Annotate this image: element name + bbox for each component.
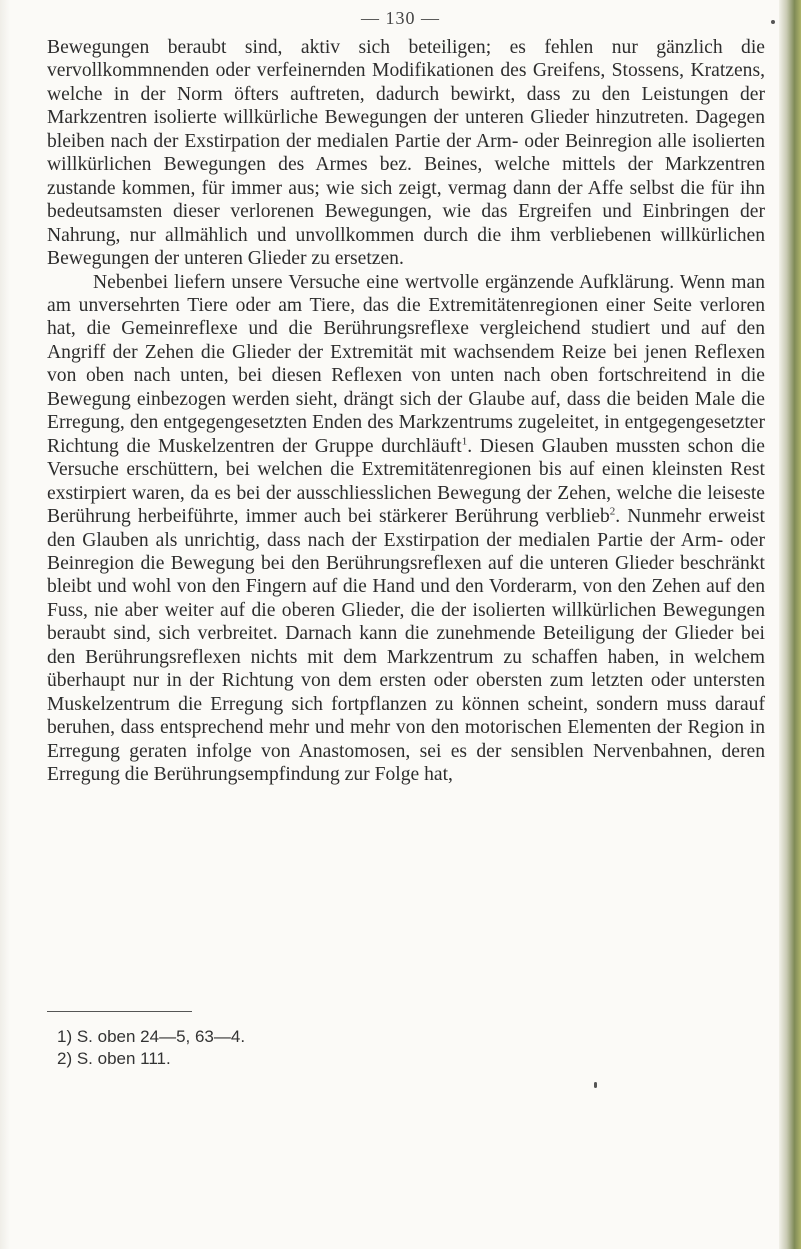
footnote-2: 2) S. oben 111.	[57, 1049, 171, 1068]
paragraph-2-part-1: Nebenbei liefern unsere Versuche eine wertvolle ergänzende Aufklärung. Wenn man am unversehrten Tiere oder am Tiere, das die Extremitätenregionen einer Seite verloren hat, die Gemeinreflexe und die Berührungsreflexe vergleichend studiert und auf den Angriff der Zehen die Glieder der Extremität mit wachsendem Reize bei jenen Reflexen von oben nach unten, bei diesen Reflexen von unten nach oben fortschreitend in die Bewegung einbezogen werden sieht, drängt sich der Glaube auf, dass die beiden Male die Erregung, den entgegengesetzten Enden des Markzentrums zugeleitet, in entgegengesetzter Richtung die Muskelzentren der Gruppe durchläuft	[47, 271, 765, 457]
paragraph-2-part-2: . Diesen Glauben mussten schon die Versuche erschüttern, bei welchen die Extremitätenregionen bis auf einen kleinsten Rest exstirpiert waren, da es bei der ausschliesslichen Bewegung der Zehen, welche die leiseste Berührung herbeiführte, immer auch bei stärkerer Berührung verblieb	[47, 435, 765, 528]
paragraph-1: Bewegungen beraubt sind, aktiv sich beteiligen; es fehlen nur gänzlich die vervollkommnenden oder verfeinernden Modifikationen des Greifens, Stossens, Kratzens, welche in der Norm öfters auftreten, dadurch bewirkt, dass zu den Leistungen der Markzentren isolierte willkürliche Bewegungen der unteren Glieder hinzutreten. Dagegen bleiben nach der Exstirpation der medialen Partie der Arm- oder Beinregion alle isolierten willkürlichen Bewegungen des Armes bez. Beines, welche mittels der Markzentren zustande kommen, für immer aus; wie sich zeigt, vermag dann der Affe selbst die für ihn bedeutsamsten dieser verlorenen Bewegungen, wie das Ergreifen und Einbringen der Nahrung, nur allmählich und unvollkommen durch die ihm verbliebenen willkürlichen Bewegungen der unteren Glieder zu ersetzen.	[47, 37, 765, 270]
footnote-1: 1) S. oben 24—5, 63—4.	[57, 1027, 246, 1046]
page-number: — 130 —	[361, 8, 440, 28]
page-binding-edge	[779, 0, 801, 1249]
page-left-margin	[0, 0, 10, 1249]
paragraph-2-part-3: . Nunmehr erweist den Glauben als unrichtig, dass nach der Exstirpation der medialen Partie der Arm- oder Beinregion die Bewegung bei den Berührungsreflexen auf die unteren Glieder beschränkt bleibt und wohl von den Fingern auf die Hand und den Vorderarm, von den Zehen auf den Fuss, nie aber weiter auf die oberen Glieder, die der isolierten willkürlichen Bewegungen beraubt sind, sich verbreitet. Darnach kann die zunehmende Beteiligung der Glieder bei den Berührungsreflexen nichts mit dem Markzentrum zu schaffen haben, in welchem überhaupt nur in der Richtung von dem ersten oder obersten zum letzten oder untersten Muskelzentrum die Erregung sich fortpflanzen zu können scheint, sondern muss darauf beruhen, dass entsprechend mehr und mehr von den motorischen Elementen der Region in Erregung geraten infolge von Anastomosen, sei es der sensiblen Nervenbahnen, deren Erregung die Berührungsempfindung zur Folge hat,	[47, 506, 765, 786]
footnotes	[57, 1026, 245, 1070]
ink-speck	[594, 1082, 597, 1088]
footnote-separator	[47, 1011, 192, 1012]
paragraph-2	[47, 271, 765, 787]
footnote-ref-1[interactable]: 1	[461, 435, 468, 448]
body-text	[47, 36, 765, 787]
footnote-ref-2[interactable]: 2	[609, 505, 616, 518]
ink-speck	[771, 20, 775, 24]
